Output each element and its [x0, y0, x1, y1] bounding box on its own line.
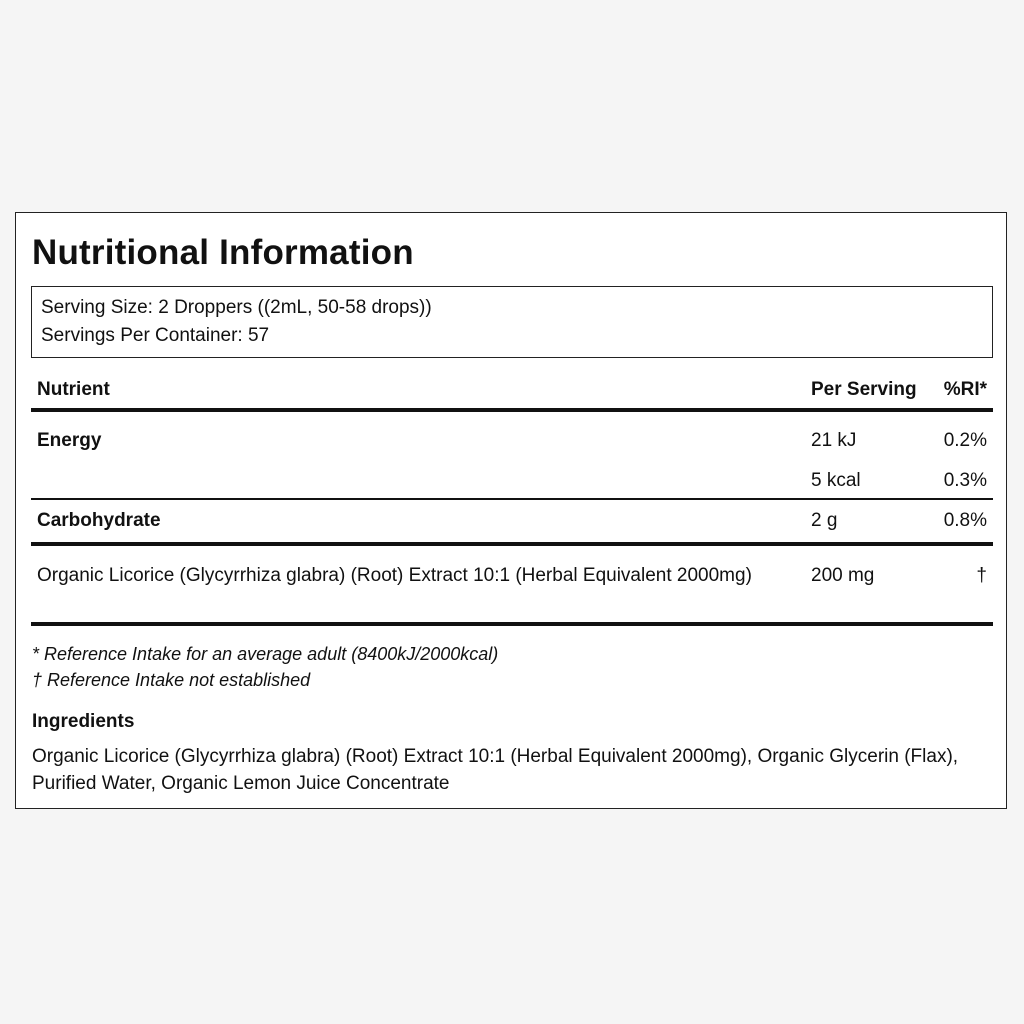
servings-per-container: Servings Per Container: 57: [41, 325, 270, 346]
serving-size: Serving Size: 2 Droppers ((2mL, 50-58 drops)): [41, 297, 432, 318]
ingredients-title: Ingredients: [32, 711, 135, 732]
footnote-not-established: † Reference Intake not established: [32, 670, 311, 690]
nutrient-ri: †: [976, 564, 987, 586]
nutrient-ri: 0.8%: [943, 509, 987, 531]
serving-info-box: [31, 286, 993, 358]
nutrient-amount: 5 kcal: [811, 470, 861, 491]
header-nutrient: Nutrient: [37, 379, 110, 400]
table-bottom-divider: [31, 622, 993, 626]
header-ri: %RI*: [943, 379, 987, 400]
header-per-serving: Per Serving: [811, 379, 917, 400]
nutrition-label-panel: [15, 212, 1007, 809]
table-row: [31, 412, 993, 454]
nutrient-ri: 0.2%: [943, 430, 987, 451]
nutrient-ri: 0.3%: [943, 470, 987, 491]
nutrient-name: Carbohydrate: [37, 509, 161, 531]
footnote-ri: * Reference Intake for an average adult (8400kJ/2000kcal): [32, 644, 499, 664]
nutrient-amount: 2 g: [811, 509, 838, 531]
nutrient-amount: 21 kJ: [811, 430, 857, 451]
footnotes: [32, 641, 498, 693]
table-row: [31, 500, 993, 542]
nutrient-name: Organic Licorice (Glycyrrhiza glabra) (Root) Extract 10:1 (Herbal Equivalent 2000mg): [37, 564, 752, 586]
table-row: [31, 546, 993, 622]
nutrient-amount: 200 mg: [811, 564, 875, 586]
ingredients-text: Organic Licorice (Glycyrrhiza glabra) (Root) Extract 10:1 (Herbal Equivalent 2000mg), Organic Glycerin (Flax), Purified Water, Organic Lemon Juice Concentrate: [32, 746, 959, 794]
nutrient-name: Energy: [37, 430, 102, 451]
table-row: [31, 454, 993, 498]
nutrient-table: [31, 371, 993, 626]
table-header-row: [31, 371, 993, 408]
label-title: Nutritional Information: [32, 233, 414, 272]
